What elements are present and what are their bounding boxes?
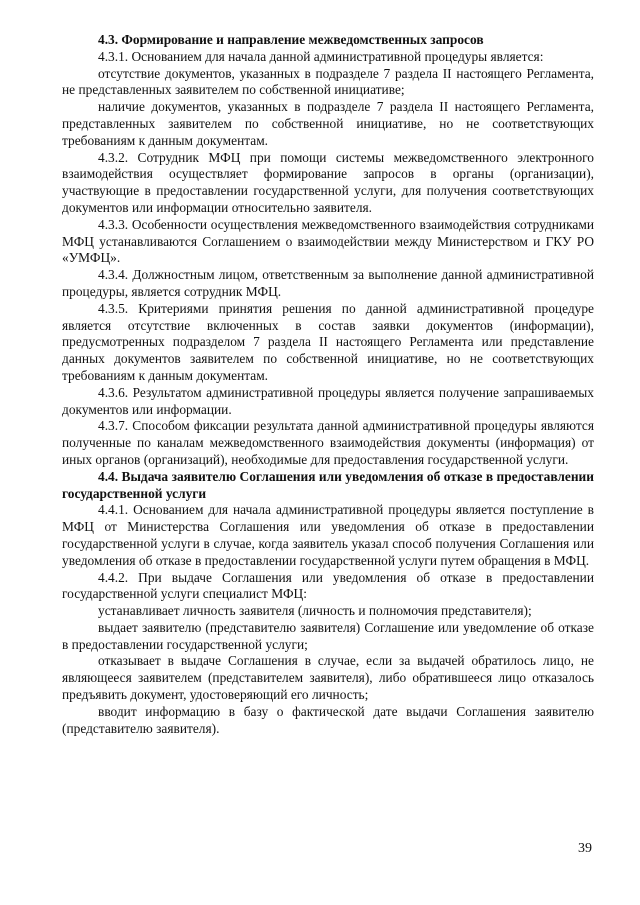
paragraph-4-3-1: 4.3.1. Основанием для начала данной административной процедуры является:: [98, 48, 544, 64]
paragraph-4-3-7: 4.3.7. Способом фиксации результата данной административной процедуры являются полученные по каналам межведомственного взаимодействия документы (информация) от иных органов (организаций), необходимые для предоставления государственной услуги.: [62, 418, 594, 467]
paragraph-4-3-2: 4.3.2. Сотрудник МФЦ при помощи системы межведомственного электронного взаимодействия осуществляет формирование запросов в органы (организации), участвующие в предоставлении государственной услуги, для получения соответствующих документов или информации относительно заявителя.: [62, 149, 594, 215]
section-heading-4-4: 4.4. Выдача заявителю Соглашения или уведомления об отказе в предоставлении государственной услуги: [62, 468, 594, 501]
paragraph-4-3-4: 4.3.4. Должностным лицом, ответственным за выполнение данной административной процедуры, является сотрудник МФЦ.: [62, 267, 594, 299]
section-heading-4-3: 4.3. Формирование и направление межведомственных запросов: [98, 32, 484, 47]
paragraph-4-4-1: 4.4.1. Основанием для начала административной процедуры является поступление в МФЦ от Министерства Соглашения или уведомления об отказе в предоставлении государственной услуги в случае, когда заявитель указал способ получения Соглашения или уведомления об отказе в предоставлении государственной услуги путем обращения в МФЦ.: [62, 502, 594, 568]
page-number: 39: [578, 841, 592, 856]
document-page: [62, 32, 594, 737]
paragraph-4-3-1-item-b: наличие документов, указанных в подразделе 7 раздела II настоящего Регламента, представленных заявителем по собственной инициативе, но не соответствующих требованиям к данным документам.: [62, 99, 594, 148]
paragraph-4-3-5: 4.3.5. Критериями принятия решения по данной административной процедуре является отсутствие включенных в состав заявки документов (информации), предусмотренных подразделом 7 раздела II настоящего Регламента или представление данных документов заявителем по собственной инициативе, но не соответствующих требованиям к данным документам.: [62, 300, 594, 383]
paragraph-4-3-6: 4.3.6. Результатом административной процедуры является получение запрашиваемых документов или информации.: [62, 384, 594, 417]
paragraph-4-4-2-item-c: отказывает в выдаче Соглашения в случае, если за выдачей обратилось лицо, не являющееся заявителем (представителем заявителя), либо обратившееся лицо отказалось предъявить документ, удостоверяющий его личность;: [62, 653, 594, 703]
paragraph-4-4-2-item-d: вводит информацию в базу о фактической дате выдачи Соглашения заявителю (представителю заявителя).: [62, 703, 594, 736]
paragraph-4-4-2: 4.4.2. При выдаче Соглашения или уведомления об отказе в предоставлении государственной услуги специалист МФЦ:: [62, 569, 594, 602]
paragraph-4-3-3: 4.3.3. Особенности осуществления межведомственного взаимодействия сотрудниками МФЦ устанавливаются Соглашением о взаимодействии между Министерством и ГКУ РО «УМФЦ».: [62, 216, 594, 266]
paragraph-4-4-2-item-b: выдает заявителю (представителю заявителя) Соглашение или уведомление об отказе в предоставлении государственной услуги;: [62, 619, 594, 652]
paragraph-4-3-1-item-a: отсутствие документов, указанных в подразделе 7 раздела II настоящего Регламента, не представленных заявителем по собственной инициативе;: [62, 65, 594, 98]
paragraph-4-4-2-item-a: устанавливает личность заявителя (личность и полномочия представителя);: [98, 603, 532, 619]
